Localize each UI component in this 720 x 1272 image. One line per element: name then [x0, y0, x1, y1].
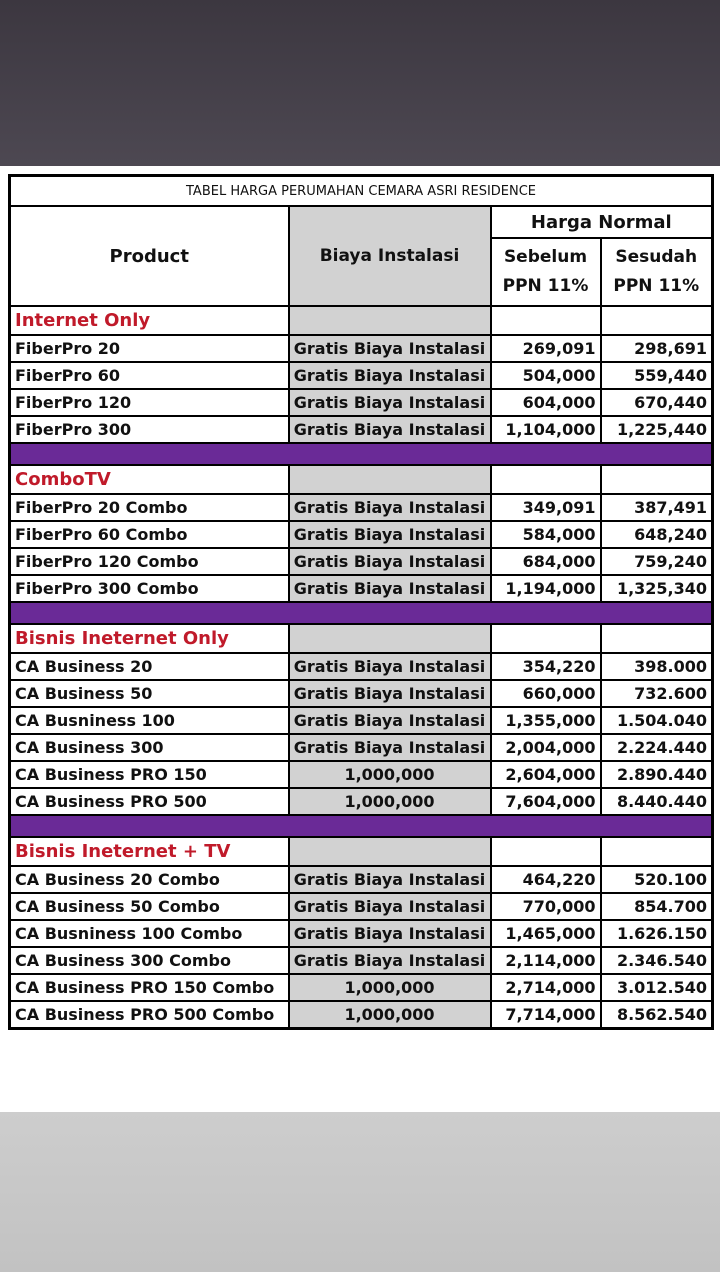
product-cell: CA Business PRO 500 Combo	[10, 1001, 289, 1029]
header-sesudah-line2: PPN 11%	[613, 276, 700, 296]
sesudah-ppn-cell: 759,240	[601, 548, 713, 575]
table-row	[10, 680, 713, 707]
bottom-gray-bar	[0, 1112, 720, 1272]
sebelum-ppn-cell: 7,714,000	[491, 1001, 601, 1029]
table-row	[10, 788, 713, 815]
product-cell: CA Business 50 Combo	[10, 893, 289, 920]
sesudah-ppn-cell: 2.224.440	[601, 734, 713, 761]
biaya-cell: Gratis Biaya Instalasi	[289, 866, 491, 893]
product-cell: CA Business 20	[10, 653, 289, 680]
sebelum-ppn-cell: 584,000	[491, 521, 601, 548]
table-row	[10, 734, 713, 761]
sebelum-ppn-cell: 770,000	[491, 893, 601, 920]
product-cell: FiberPro 60 Combo	[10, 521, 289, 548]
sebelum-ppn-cell: 464,220	[491, 866, 601, 893]
section-label: ComboTV	[10, 465, 289, 494]
table-row	[10, 389, 713, 416]
section-label: Bisnis Ineternet + TV	[10, 837, 289, 866]
section-sebelum-empty	[491, 624, 601, 653]
section-sesudah-empty	[601, 624, 713, 653]
section-label: Internet Only	[10, 306, 289, 335]
header-sesudah-line1: Sesudah	[615, 247, 698, 267]
section-separator	[10, 443, 713, 465]
product-cell: FiberPro 20 Combo	[10, 494, 289, 521]
biaya-cell: Gratis Biaya Instalasi	[289, 416, 491, 443]
price-table	[8, 174, 714, 1030]
top-dark-bar	[0, 0, 720, 166]
biaya-cell: Gratis Biaya Instalasi	[289, 680, 491, 707]
sesudah-ppn-cell: 670,440	[601, 389, 713, 416]
sebelum-ppn-cell: 354,220	[491, 653, 601, 680]
sesudah-ppn-cell: 559,440	[601, 362, 713, 389]
table-title: TABEL HARGA PERUMAHAN CEMARA ASRI RESIDENCE	[10, 176, 713, 207]
sesudah-ppn-cell: 1,225,440	[601, 416, 713, 443]
sebelum-ppn-cell: 504,000	[491, 362, 601, 389]
biaya-cell: Gratis Biaya Instalasi	[289, 920, 491, 947]
section-sebelum-empty	[491, 465, 601, 494]
biaya-cell: Gratis Biaya Instalasi	[289, 707, 491, 734]
section-header-row	[10, 465, 713, 494]
section-biaya-empty	[289, 624, 491, 653]
sesudah-ppn-cell: 8.440.440	[601, 788, 713, 815]
product-cell: CA Busniness 100 Combo	[10, 920, 289, 947]
product-cell: CA Business PRO 150 Combo	[10, 974, 289, 1001]
product-cell: FiberPro 20	[10, 335, 289, 362]
table-row	[10, 416, 713, 443]
section-biaya-empty	[289, 306, 491, 335]
section-separator	[10, 602, 713, 624]
biaya-cell: Gratis Biaya Instalasi	[289, 548, 491, 575]
biaya-cell: Gratis Biaya Instalasi	[289, 389, 491, 416]
sebelum-ppn-cell: 2,114,000	[491, 947, 601, 974]
section-sesudah-empty	[601, 465, 713, 494]
biaya-cell: Gratis Biaya Instalasi	[289, 575, 491, 602]
biaya-cell: 1,000,000	[289, 761, 491, 788]
sebelum-ppn-cell: 2,004,000	[491, 734, 601, 761]
product-cell: FiberPro 120 Combo	[10, 548, 289, 575]
sesudah-ppn-cell: 1.504.040	[601, 707, 713, 734]
sesudah-ppn-cell: 2.346.540	[601, 947, 713, 974]
sebelum-ppn-cell: 1,465,000	[491, 920, 601, 947]
biaya-cell: Gratis Biaya Instalasi	[289, 521, 491, 548]
section-header-row	[10, 306, 713, 335]
biaya-cell: Gratis Biaya Instalasi	[289, 362, 491, 389]
table-row	[10, 494, 713, 521]
biaya-cell: 1,000,000	[289, 788, 491, 815]
biaya-cell: 1,000,000	[289, 1001, 491, 1029]
section-biaya-empty	[289, 837, 491, 866]
sebelum-ppn-cell: 684,000	[491, 548, 601, 575]
sebelum-ppn-cell: 349,091	[491, 494, 601, 521]
table-row	[10, 1001, 713, 1029]
biaya-cell: Gratis Biaya Instalasi	[289, 947, 491, 974]
sesudah-ppn-cell: 298,691	[601, 335, 713, 362]
biaya-cell: Gratis Biaya Instalasi	[289, 494, 491, 521]
section-biaya-empty	[289, 465, 491, 494]
sebelum-ppn-cell: 1,104,000	[491, 416, 601, 443]
section-header-row	[10, 837, 713, 866]
sebelum-ppn-cell: 2,604,000	[491, 761, 601, 788]
product-cell: FiberPro 60	[10, 362, 289, 389]
sebelum-ppn-cell: 7,604,000	[491, 788, 601, 815]
section-separator	[10, 815, 713, 837]
header-harga-normal: Harga Normal	[491, 206, 713, 238]
section-sebelum-empty	[491, 837, 601, 866]
sesudah-ppn-cell: 648,240	[601, 521, 713, 548]
table-row	[10, 947, 713, 974]
table-row	[10, 548, 713, 575]
header-sesudah-ppn	[601, 238, 713, 306]
table-row	[10, 707, 713, 734]
header-sebelum-ppn	[491, 238, 601, 306]
biaya-cell: Gratis Biaya Instalasi	[289, 893, 491, 920]
table-row	[10, 653, 713, 680]
table-row	[10, 575, 713, 602]
product-cell: CA Busniness 100	[10, 707, 289, 734]
table-row	[10, 866, 713, 893]
table-row	[10, 761, 713, 788]
section-sesudah-empty	[601, 306, 713, 335]
section-header-row	[10, 624, 713, 653]
biaya-cell: Gratis Biaya Instalasi	[289, 653, 491, 680]
table-row	[10, 362, 713, 389]
sebelum-ppn-cell: 1,194,000	[491, 575, 601, 602]
table-row	[10, 335, 713, 362]
sebelum-ppn-cell: 660,000	[491, 680, 601, 707]
sesudah-ppn-cell: 1.626.150	[601, 920, 713, 947]
header-biaya-instalasi: Biaya Instalasi	[289, 206, 491, 306]
product-cell: CA Business 300 Combo	[10, 947, 289, 974]
biaya-cell: Gratis Biaya Instalasi	[289, 734, 491, 761]
section-sesudah-empty	[601, 837, 713, 866]
separator-bar	[10, 815, 713, 837]
sesudah-ppn-cell: 8.562.540	[601, 1001, 713, 1029]
sesudah-ppn-cell: 732.600	[601, 680, 713, 707]
sesudah-ppn-cell: 854.700	[601, 893, 713, 920]
product-cell: CA Business PRO 500	[10, 788, 289, 815]
product-cell: FiberPro 300 Combo	[10, 575, 289, 602]
product-cell: CA Business PRO 150	[10, 761, 289, 788]
table-row	[10, 521, 713, 548]
product-cell: CA Business 300	[10, 734, 289, 761]
sesudah-ppn-cell: 520.100	[601, 866, 713, 893]
product-cell: FiberPro 300	[10, 416, 289, 443]
section-sebelum-empty	[491, 306, 601, 335]
sesudah-ppn-cell: 398.000	[601, 653, 713, 680]
sesudah-ppn-cell: 387,491	[601, 494, 713, 521]
biaya-cell: 1,000,000	[289, 974, 491, 1001]
table-row	[10, 920, 713, 947]
sesudah-ppn-cell: 1,325,340	[601, 575, 713, 602]
sebelum-ppn-cell: 1,355,000	[491, 707, 601, 734]
biaya-cell: Gratis Biaya Instalasi	[289, 335, 491, 362]
sesudah-ppn-cell: 2.890.440	[601, 761, 713, 788]
table-body	[10, 306, 713, 1029]
sebelum-ppn-cell: 2,714,000	[491, 974, 601, 1001]
section-label: Bisnis Ineternet Only	[10, 624, 289, 653]
header-sebelum-line1: Sebelum	[503, 247, 588, 267]
product-cell: CA Business 20 Combo	[10, 866, 289, 893]
header-product: Product	[10, 206, 289, 306]
product-cell: CA Business 50	[10, 680, 289, 707]
sebelum-ppn-cell: 269,091	[491, 335, 601, 362]
product-cell: FiberPro 120	[10, 389, 289, 416]
header-sebelum-line2: PPN 11%	[502, 276, 589, 296]
separator-bar	[10, 602, 713, 624]
table-row	[10, 974, 713, 1001]
sesudah-ppn-cell: 3.012.540	[601, 974, 713, 1001]
sebelum-ppn-cell: 604,000	[491, 389, 601, 416]
table-row	[10, 893, 713, 920]
separator-bar	[10, 443, 713, 465]
